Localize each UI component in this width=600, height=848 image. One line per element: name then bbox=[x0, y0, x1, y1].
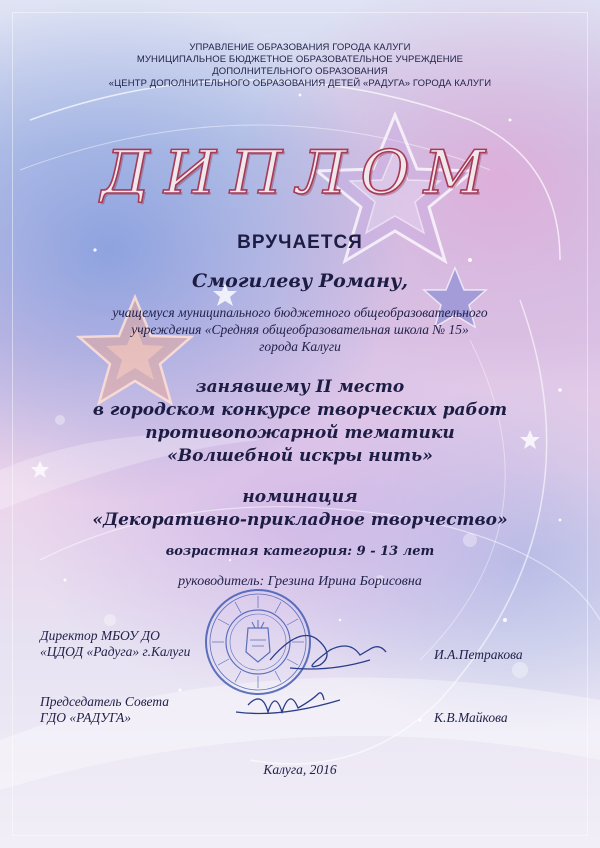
position-line: «ЦДОД «Радуга» г.Калуги bbox=[40, 644, 191, 659]
signature-name-chair: К.В.Майкова bbox=[434, 710, 508, 725]
recipient-description bbox=[40, 304, 560, 355]
org-line: «ЦЕНТР ДОПОЛНИТЕЛЬНОГО ОБРАЗОВАНИЯ ДЕТЕЙ «РАДУГА» ГОРОДА КАЛУГИ bbox=[108, 78, 492, 89]
position-line: ГДО «РАДУГА» bbox=[40, 710, 131, 725]
age-category: возрастная категория: 9 - 13 лет bbox=[165, 544, 435, 559]
achievement-line: противопожарной тематики bbox=[145, 423, 455, 443]
achievement bbox=[40, 376, 560, 468]
signature-name-director: И.А.Петракова bbox=[434, 647, 523, 662]
nomination-label: номинация bbox=[242, 487, 358, 507]
nomination-value: «Декоративно-прикладное творчество» bbox=[92, 510, 508, 530]
position-line: Председатель Совета bbox=[40, 694, 170, 709]
achievement-line: занявшему II место bbox=[195, 377, 405, 397]
org-line: МУНИЦИПАЛЬНОЕ БЮДЖЕТНОЕ ОБРАЗОВАТЕЛЬНОЕ УЧРЕЖДЕНИЕ bbox=[136, 54, 464, 65]
nomination bbox=[40, 486, 560, 532]
recipient-name: Смогилеву Роману, bbox=[192, 270, 408, 292]
achievement-line: в городском конкурсе творческих работ bbox=[92, 400, 508, 420]
signature-position-chair bbox=[40, 694, 169, 726]
footer-place-date: Калуга, 2016 bbox=[263, 762, 337, 777]
description-line: учащемуся муниципального бюджетного общеобразовательного bbox=[112, 305, 488, 320]
diploma-title: ДИПЛОМ bbox=[100, 138, 500, 208]
description-line: города Калуги bbox=[259, 339, 341, 354]
achievement-line: «Волшебной искры нить» bbox=[167, 446, 433, 466]
signature-position-director bbox=[40, 628, 190, 660]
org-line: ДОПОЛНИТЕЛЬНОГО ОБРАЗОВАНИЯ bbox=[212, 66, 388, 77]
description-line: учреждения «Средняя общеобразовательная школа № 15» bbox=[131, 322, 469, 337]
awarded-label: ВРУЧАЕТСЯ bbox=[237, 232, 363, 253]
org-line: УПРАВЛЕНИЕ ОБРАЗОВАНИЯ ГОРОДА КАЛУГИ bbox=[189, 42, 411, 53]
organization-header bbox=[40, 42, 560, 90]
position-line: Директор МБОУ ДО bbox=[40, 628, 160, 643]
leader: руководитель: Грезина Ирина Борисовна bbox=[178, 574, 422, 589]
